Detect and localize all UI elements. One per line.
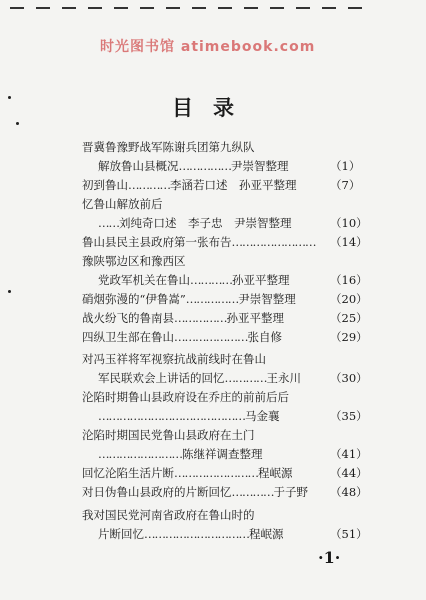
toc-entry-author: 孙亚平整理 — [232, 273, 290, 287]
toc-entry-heading — [82, 426, 255, 445]
toc-entry-author: 于子野 — [273, 485, 308, 499]
toc-entry-text: 我对国民党河南省政府在鲁山时的 — [82, 508, 255, 522]
toc-page-number: （25） — [330, 311, 368, 325]
toc-entry-heading — [82, 388, 289, 407]
toc-entry-text: 党政军机关在鲁山 — [98, 273, 190, 287]
toc-entry-text: 沦陷时期国民党鲁山县政府在土门 — [82, 428, 255, 442]
toc-entry-text: 解放鲁山县概况 — [98, 159, 179, 173]
toc-entry-heading — [82, 252, 186, 271]
dot-leader: …………………… — [174, 466, 258, 480]
dot-leader: …………… — [185, 292, 239, 306]
toc-entry-author: 马金襄 — [245, 409, 280, 423]
toc-page-number: （1） — [330, 159, 361, 173]
toc-entry-heading — [82, 195, 163, 214]
toc-entry-text: 回忆沦陷生活片断 — [82, 466, 174, 480]
dot-leader: ………… — [190, 273, 232, 287]
toc-entry — [98, 525, 284, 544]
toc-entry — [98, 445, 263, 464]
toc-entry-text: 晋冀鲁豫野战军陈谢兵团第九纵队 — [82, 140, 255, 154]
toc-page-number: （29） — [330, 330, 368, 344]
toc-page-number: （10） — [330, 216, 368, 230]
toc-entry — [98, 271, 290, 290]
toc-entry-text: 沦陷时期鲁山县政府设在乔庄的前前后后 — [82, 390, 289, 404]
toc-entry-heading — [82, 350, 266, 369]
toc-entry-heading — [82, 506, 255, 525]
toc-entry — [82, 328, 282, 347]
dot-leader: …………… — [178, 159, 231, 173]
toc-page-number: （35） — [330, 409, 368, 423]
toc-entry — [82, 233, 316, 252]
toc-entry-author: 尹崇智整理 — [231, 159, 289, 173]
toc-entry-text: 鲁山县民主县政府第一张布告 — [82, 235, 232, 249]
toc-entry-author: 刘纯奇口述 李子忠 尹崇智整理 — [119, 216, 292, 230]
toc-entry-author: 张自修 — [247, 330, 282, 344]
toc-entry — [82, 176, 297, 195]
toc-page-number: （16） — [330, 273, 368, 287]
toc-entry-author: 孙亚平整理 — [226, 311, 284, 325]
margin-mark — [8, 290, 11, 293]
toc-entry-text: 硝烟弥漫的“伊鲁嵩” — [82, 292, 186, 306]
toc-entry — [82, 309, 284, 328]
footer-page-number: ·1· — [318, 548, 341, 567]
toc-entry — [82, 290, 296, 309]
toc-entry-text: 对冯玉祥将军视察抗战前线时在鲁山 — [82, 352, 266, 366]
dot-leader: …………………… — [98, 447, 182, 461]
dot-leader: …………… — [174, 311, 227, 325]
watermark: 时光图书馆 atimebook.com — [100, 39, 316, 55]
toc-entry-author: 程岷源 — [258, 466, 293, 480]
toc-page-number: （48） — [330, 485, 368, 499]
dot-leader: …… — [98, 216, 119, 230]
top-dashed-rule — [10, 7, 370, 9]
toc-page-number: （41） — [330, 447, 368, 461]
toc-entry-text: 四纵卫生部在鲁山 — [82, 330, 174, 344]
toc-entry — [98, 214, 292, 233]
toc-entry-text: 战火纷飞的鲁南县 — [82, 311, 174, 325]
toc-page-number: （51） — [330, 527, 368, 541]
toc-entry-text: 初到鲁山 — [82, 178, 128, 192]
toc-entry — [98, 407, 280, 426]
toc-entry — [98, 157, 289, 176]
dot-leader: ………… — [231, 485, 274, 499]
dot-leader: ………………………… — [144, 527, 249, 541]
toc-page-number: （20） — [330, 292, 368, 306]
toc-page-number: （30） — [330, 371, 368, 385]
dot-leader: …………………………………… — [98, 409, 245, 423]
page-title: 目录 — [172, 95, 254, 120]
toc-entry-text: 豫陕鄂边区和豫西区 — [82, 254, 186, 268]
toc-page-number: （14） — [330, 235, 368, 249]
toc-page-number: （44） — [330, 466, 368, 480]
toc-entry-author: 李涵若口述 孙亚平整理 — [170, 178, 297, 192]
toc-entry-text: 军民联欢会上讲话的回忆 — [98, 371, 225, 385]
toc-entry-author: 陈继祥调查整理 — [182, 447, 263, 461]
toc-entry — [98, 369, 301, 388]
toc-entry-text: 片断回忆 — [98, 527, 144, 541]
dot-leader: ………… — [224, 371, 267, 385]
dot-leader: …………………… — [231, 235, 316, 249]
toc-entry-author: 尹崇智整理 — [238, 292, 296, 306]
dot-leader: ………… — [128, 178, 170, 192]
toc-entry-text: 忆鲁山解放前后 — [82, 197, 163, 211]
dot-leader: ………………… — [174, 330, 248, 344]
toc-entry-author: 程岷源 — [249, 527, 284, 541]
toc-entry — [82, 483, 308, 502]
toc-entry-heading — [82, 138, 255, 157]
margin-mark — [16, 122, 19, 125]
toc-page-number: （7） — [330, 178, 361, 192]
toc-entry — [82, 464, 293, 483]
toc-entry-author: 王永川 — [266, 371, 301, 385]
toc-entry-text: 对日伪鲁山县政府的片断回忆 — [82, 485, 232, 499]
